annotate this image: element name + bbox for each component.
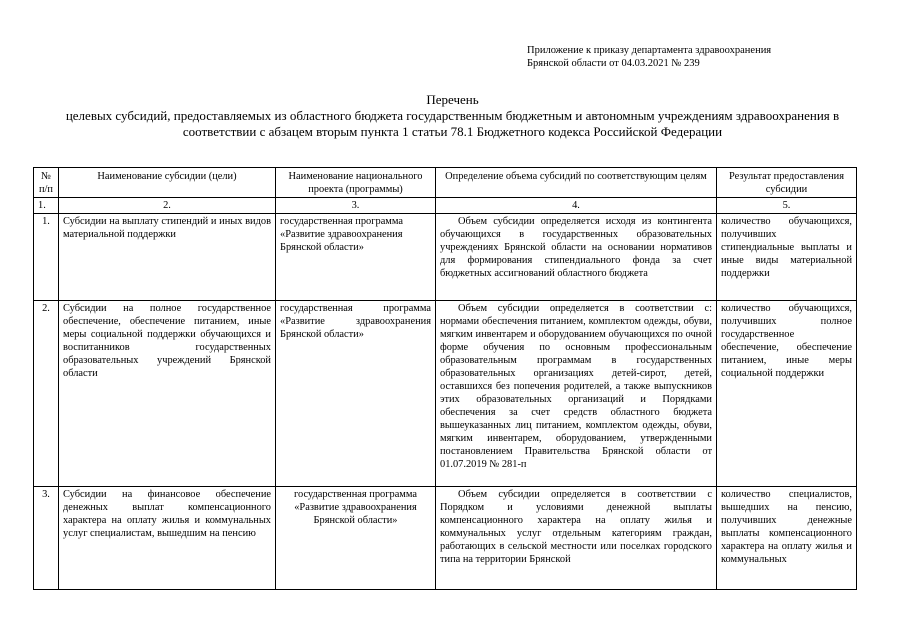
header-definition: Определение объема субсидий по соответствующим целям: [436, 168, 717, 198]
row-program: государственная программа «Развитие здравоохранения Брянской области»: [276, 301, 436, 487]
subsidies-table: [33, 167, 857, 590]
row-num: 3.: [34, 487, 59, 590]
row-subsidy-name: Субсидии на выплату стипендий и иных видов материальной поддержки: [59, 214, 276, 301]
header-name: Наименование субсидии (цели): [59, 168, 276, 198]
row-definition: Объем субсидии определяется исходя из контингента обучающихся в государственных образовательных учреждениях Брянской области на основании нормативов для формирования стипендиального фонда за счет бюджетных ассигнований областного бюджета: [436, 214, 717, 301]
row-definition: Объем субсидии определяется в соответствии с Порядком и условиями денежной выплаты компенсационного характера на оплату жилья и коммунальных услуг отдельным категориям граждан, работающих в сельской местности или поселках городского типа на территории Брянской: [436, 487, 717, 590]
table-row: [34, 214, 857, 301]
row-subsidy-name: Субсидии на полное государственное обеспечение, обеспечение питанием, иные меры социальной поддержки обучающихся и воспитанников государственных образовательных учреждений Брянской области: [59, 301, 276, 487]
document-subtitle: целевых субсидий, предоставляемых из областного бюджета государственным бюджетным и автономным учреждениям здравоохранения в соответствии с абзацем вторым пункта 1 статьи 78.1 Бюджетного кодекса Российской Федерации: [65, 108, 840, 139]
row-definition: Объем субсидии определяется в соответствии с: нормами обеспечения питанием, комплектом одежды, обуви, мягким инвентарем и оборудованием обучающихся по очной форме обучения по основным профессиональным образовательным программам в государственных образовательных организациях детей-сирот, детей, оставшихся без попечения родителей, а также выпускников этих образовательных организаций и Порядками обеспечения за счет средств областного бюджета вышеуказанных лиц питанием, комплектом одежды, обуви, мягким инвентарем, оборудованием, утвержденными постановлением Правительства Брянской области от 01.07.2019 № 281-п: [436, 301, 717, 487]
row-program: государственная программа «Развитие здравоохранения Брянской области»: [276, 214, 436, 301]
row-result: количество обучающихся, получивших полное государственное обеспечение, обеспечение питанием, иные меры социальной поддержки: [717, 301, 857, 487]
row-num: 1.: [34, 214, 59, 301]
table-row: [34, 301, 857, 487]
appendix-line-2: Брянской области от 04.03.2021 № 239: [527, 58, 700, 69]
header-program: Наименование национального проекта (программы): [276, 168, 436, 198]
header-result: Результат предоставления субсидии: [717, 168, 857, 198]
row-num: 2.: [34, 301, 59, 487]
row-program: государственная программа «Развитие здравоохранения Брянской области»: [276, 487, 436, 590]
column-number: 2.: [59, 198, 276, 214]
appendix-line-1: Приложение к приказу департамента здравоохранения: [527, 45, 772, 56]
row-result: количество обучающихся, получивших стипендиальные выплаты и иные виды материальной поддержки: [717, 214, 857, 301]
appendix-note: [527, 44, 771, 70]
row-subsidy-name: Субсидии на финансовое обеспечение денежных выплат компенсационного характера на оплату жилья и коммунальных услуг специалистам, вышедшим на пенсию: [59, 487, 276, 590]
table-header-row: [34, 168, 857, 198]
document-title: Перечень: [426, 92, 479, 107]
column-number: 4.: [436, 198, 717, 214]
column-numbers-row: [34, 198, 857, 214]
table-row: [34, 487, 857, 590]
header-num: № п/п: [34, 168, 59, 198]
row-result: количество специалистов, вышедших на пенсию, получивших денежные выплаты компенсационного характера на оплату жилья и коммунальных: [717, 487, 857, 590]
column-number: 5.: [717, 198, 857, 214]
column-number: 3.: [276, 198, 436, 214]
column-number: 1.: [34, 198, 59, 214]
